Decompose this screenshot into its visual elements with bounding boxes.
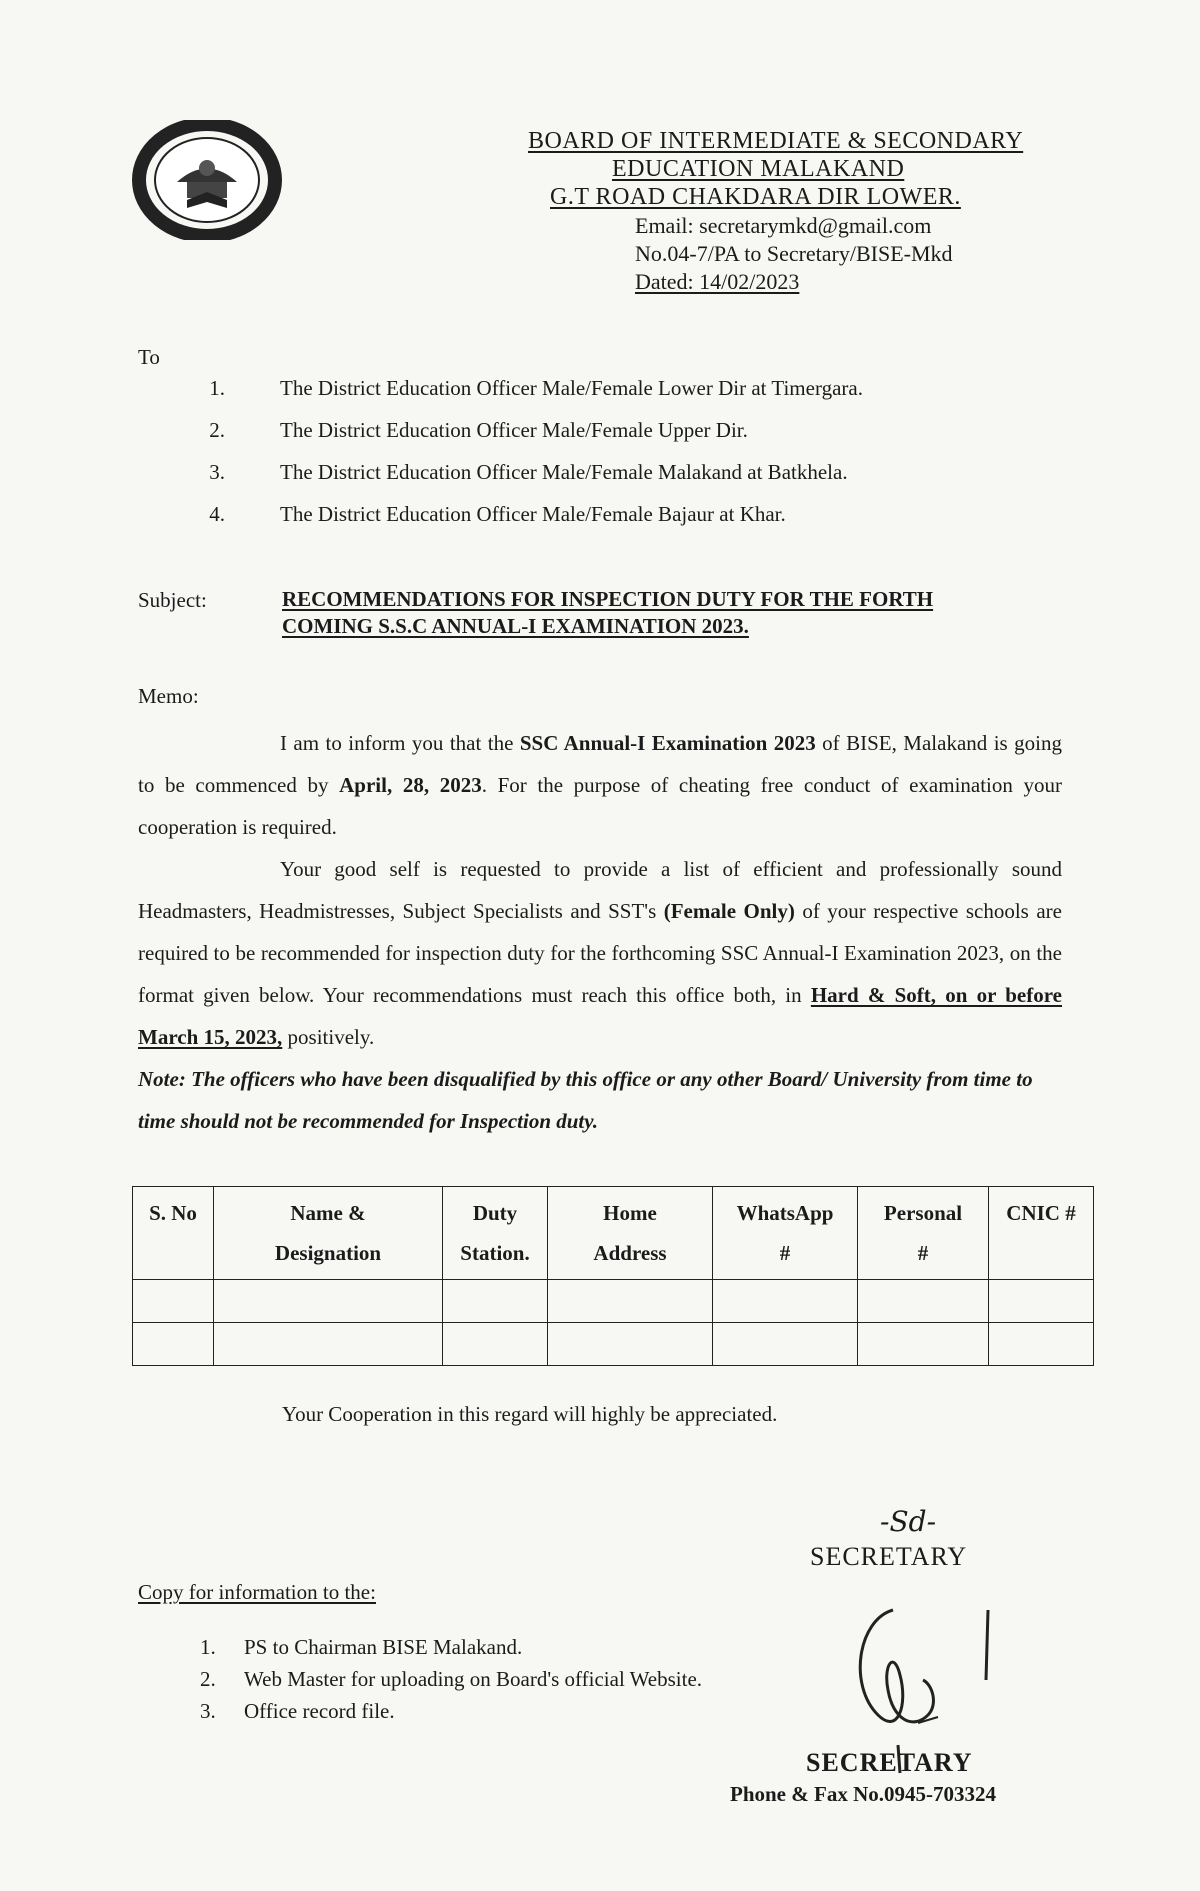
board-seal-logo: [132, 120, 282, 240]
table-cell: [858, 1280, 989, 1323]
table-row: [133, 1323, 1094, 1366]
table-cell: [858, 1323, 989, 1366]
col-header-personal: Personal #: [858, 1187, 989, 1280]
para2-deadline: Hard & Soft, on or before March 15, 2023,: [138, 983, 1063, 1049]
board-title-line2: EDUCATION MALAKAND: [612, 156, 905, 182]
para2-text: Your good self is requested to provide a list of efficient and professionally sound Headmasters, Headmistresses, Subject Specialists and SST's: [138, 857, 1062, 923]
memo-paragraph-1: [138, 722, 1062, 848]
note-disqualified: Note: The officers who have been disqualified by this office or any other Board/ University from time to time should not be recommended for Inspection duty.: [138, 1067, 1033, 1133]
table-row: [133, 1280, 1094, 1323]
subject-label: Subject:: [138, 588, 207, 612]
addressee-text: The District Education Officer Male/Female Upper Dir.: [280, 418, 748, 442]
board-title-line3: G.T ROAD CHAKDARA DIR LOWER.: [550, 184, 961, 210]
para1-text: . For the purpose of cheating free conduct of examination your cooperation is required.: [138, 773, 1063, 839]
copy-item-number: 3.: [200, 1699, 216, 1723]
copy-for-information-label: Copy for information to the:: [138, 1580, 376, 1604]
sd-mark: -Sd-: [880, 1505, 937, 1538]
email-line: Email: secretarymkd@gmail.com: [635, 213, 932, 238]
secretary-title-top: SECRETARY: [810, 1542, 968, 1571]
para1-exam-name: SSC Annual-I Examination 2023: [519, 731, 816, 755]
table-cell: [214, 1280, 443, 1323]
board-title-line1: BOARD OF INTERMEDIATE & SECONDARY: [528, 128, 1024, 154]
addressee-text: The District Education Officer Male/Female Malakand at Batkhela.: [280, 460, 848, 484]
table-cell: [443, 1323, 548, 1366]
subject-line2: COMING S.S.C ANNUAL-I EXAMINATION 2023.: [282, 614, 749, 638]
table-cell: [133, 1323, 214, 1366]
reference-number: No.04-7/PA to Secretary/BISE-Mkd: [635, 241, 953, 266]
para2-female-only: (Female Only): [663, 899, 795, 923]
memo-paragraph-2: [138, 848, 1062, 1058]
table-cell: [548, 1323, 713, 1366]
copy-item-number: 2.: [200, 1667, 216, 1691]
addressee-number: 4.: [209, 502, 225, 526]
para2-text: of your respective schools are required to be recommended for inspection duty for the forthcoming SSC Annual-I Examination 2023, on the format given below. Your recommendations must reach this office both, in: [138, 899, 1062, 1007]
copy-item-text: Office record file.: [244, 1699, 395, 1723]
para1-text: I am to inform you that the: [280, 731, 520, 755]
col-header-whatsapp: WhatsApp #: [713, 1187, 858, 1280]
col-header-duty-station: Duty Station.: [443, 1187, 548, 1280]
table-cell: [548, 1280, 713, 1323]
col-header-home-address: Home Address: [548, 1187, 713, 1280]
copy-item-number: 1.: [200, 1635, 216, 1659]
addressee-number: 3.: [209, 460, 225, 484]
copy-item-text: PS to Chairman BISE Malakand.: [244, 1635, 523, 1659]
table-cell: [214, 1323, 443, 1366]
table-header-row: [133, 1187, 1094, 1280]
memo-label: Memo:: [138, 684, 199, 708]
col-header-sno: S. No: [133, 1187, 214, 1280]
addressee-text: The District Education Officer Male/Female Bajaur at Khar.: [280, 502, 786, 526]
phone-fax-number: Phone & Fax No.0945-703324: [730, 1782, 996, 1806]
col-header-name-designation: Name & Designation: [214, 1187, 443, 1280]
table-cell: [133, 1280, 214, 1323]
col-header-cnic: CNIC #: [989, 1187, 1094, 1280]
para1-text: of BISE, Malakand is going to be commenced by: [138, 731, 1062, 797]
table-cell: [443, 1280, 548, 1323]
subject-line1: RECOMMENDATIONS FOR INSPECTION DUTY FOR THE FORTH: [282, 587, 934, 611]
table-cell: [989, 1323, 1094, 1366]
para1-start-date: April, 28, 2023: [339, 773, 482, 797]
recommendation-format-table: [132, 1186, 1094, 1366]
addressee-number: 2.: [209, 418, 225, 442]
closing-line: Your Cooperation in this regard will highly be appreciated.: [282, 1402, 778, 1426]
date-line: Dated: 14/02/2023: [635, 269, 800, 294]
secretary-title-bottom: SECRETARY: [806, 1748, 973, 1777]
table-cell: [989, 1280, 1094, 1323]
to-label: To: [138, 345, 160, 369]
para2-text: positively.: [282, 1025, 375, 1049]
table-cell: [713, 1323, 858, 1366]
addressee-number: 1.: [209, 376, 225, 400]
copy-item-text: Web Master for uploading on Board's official Website.: [244, 1667, 703, 1691]
table-cell: [713, 1280, 858, 1323]
addressee-text: The District Education Officer Male/Female Lower Dir at Timergara.: [280, 376, 863, 400]
